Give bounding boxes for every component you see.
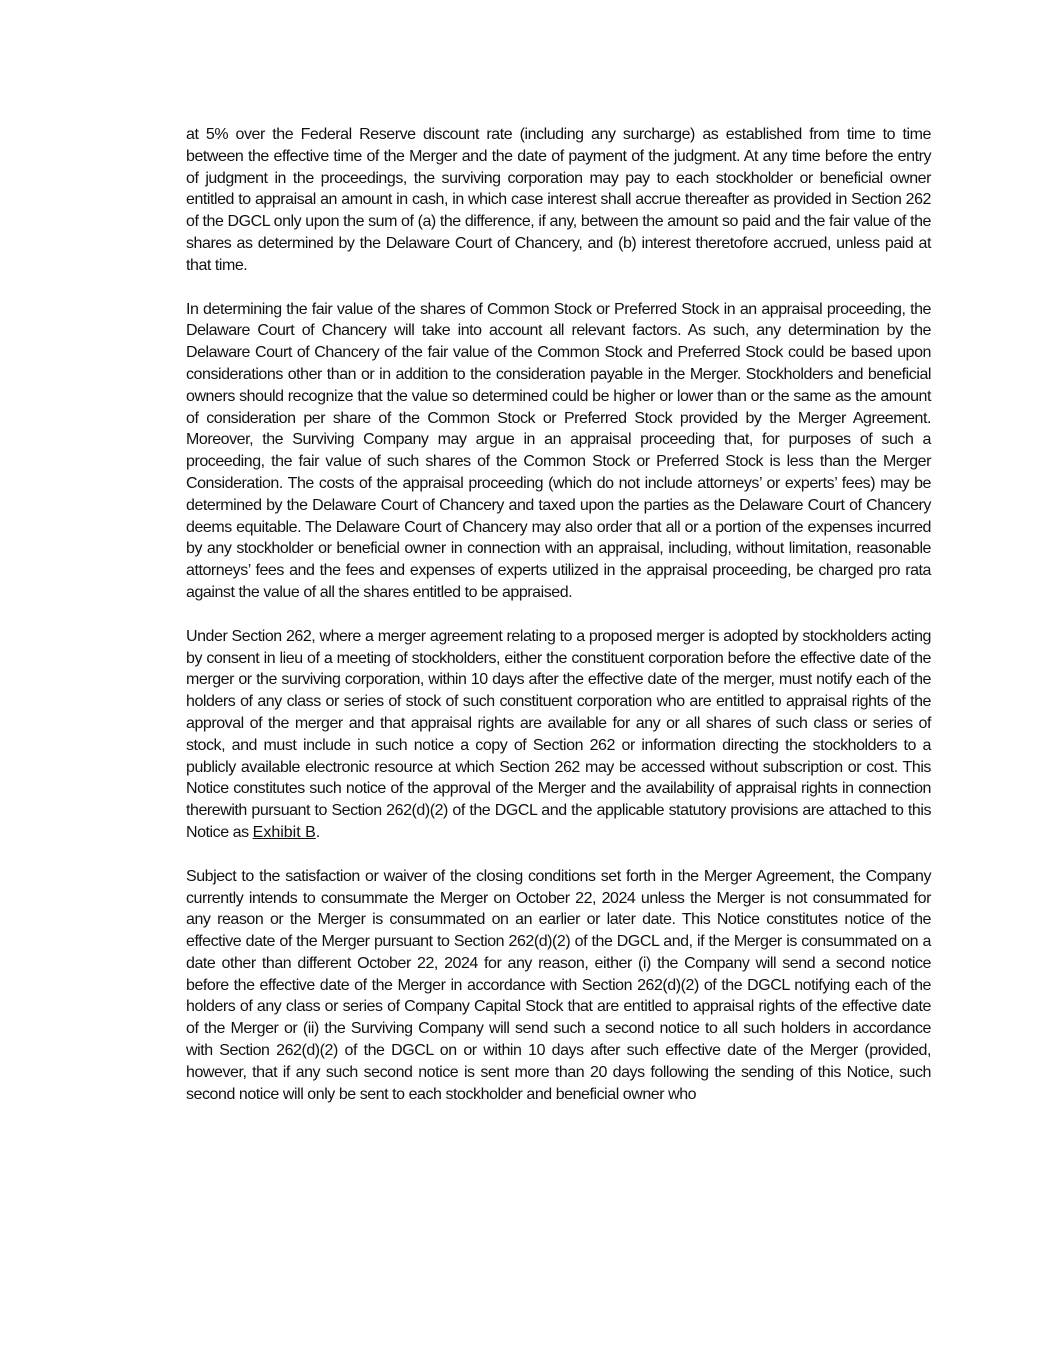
paragraph-section-262-notice [186, 626, 931, 844]
document-body [186, 124, 931, 1105]
paragraph-interest-continuation: at 5% over the Federal Reserve discount rate (including any surcharge) as established from time to time between the effective time of the Merger and the date of payment of the judgment. At any time before the entry of judgment in the proceedings, the surviving corporation may pay to each stockholder or beneficial owner entitled to appraisal an amount in cash, in which case interest shall accrue thereafter as provided in Section 262 of the DGCL only upon the sum of (a) the difference, if any, between the amount so paid and the fair value of the shares as determined by the Delaware Court of Chancery, and (b) interest theretofore accrued, unless paid at that time. [186, 126, 931, 274]
paragraph-section-262-end: . [315, 823, 320, 841]
exhibit-b-link[interactable]: Exhibit B [252, 823, 316, 841]
paragraph-fair-value-determination: In determining the fair value of the shares of Common Stock or Preferred Stock in an appraisal proceeding, the Delaware Court of Chancery will take into account all relevant factors. As such, any determination by the Delaware Court of Chancery of the fair value of the Common Stock and Preferred Stock could be based upon considerations other than or in addition to the consideration payable in the Merger. Stockholders and beneficial owners should recognize that the value so determined could be higher or lower than or the same as the amount of consideration per share of the Common Stock or Preferred Stock provided by the Merger Agreement. Moreover, the Surviving Company may argue in an appraisal proceeding that, for purposes of such a proceeding, the fair value of such shares of the Common Stock or Preferred Stock is less than the Merger Consideration. The costs of the appraisal proceeding (which do not include attorneys’ or experts’ fees) may be determined by the Delaware Court of Chancery and taxed upon the parties as the Delaware Court of Chancery deems equitable. The Delaware Court of Chancery may also order that all or a portion of the expenses incurred by any stockholder or beneficial owner in connection with an appraisal, including, without limitation, reasonable attorneys’ fees and the fees and expenses of experts utilized in the appraisal proceeding, be charged pro rata against the value of all the shares entitled to be appraised. [186, 300, 931, 601]
paragraph-section-262-text: Under Section 262, where a merger agreement relating to a proposed merger is adopted by stockholders acting by consent in lieu of a meeting of stockholders, either the constituent corporation before the effective date of the merger or the surviving corporation, within 10 days after the effective date of the merger, must notify each of the holders of any class or series of stock of such constituent corporation who are entitled to appraisal rights of the approval of the merger and that appraisal rights are available for any or all shares of such class or series of stock, and must include in such notice a copy of Section 262 or information directing the stockholders to a publicly available electronic resource at which Section 262 may be accessed without subscription or cost. This Notice constitutes such notice of the approval of the Merger and the availability of appraisal rights in connection therewith pursuant to Section 262(d)(2) of the DGCL and the applicable statutory provisions are attached to this Notice as [186, 627, 931, 841]
paragraph-merger-effective-date: Subject to the satisfaction or waiver of the closing conditions set forth in the Merger Agreement, the Company currently intends to consummate the Merger on October 22, 2024 unless the Merger is not consummated for any reason or the Merger is consummated on an earlier or later date. This Notice constitutes notice of the effective date of the Merger pursuant to Section 262(d)(2) of the DGCL and, if the Merger is consummated on a date other than different October 22, 2024 for any reason, either (i) the Company will send a second notice before the effective date of the Merger in accordance with Section 262(d)(2) of the DGCL notifying each of the holders of any class or series of Company Capital Stock that are entitled to appraisal rights of the effective date of the Merger or (ii) the Surviving Company will send such a second notice to all such holders in accordance with Section 262(d)(2) of the DGCL on or within 10 days after such effective date of the Merger (provided, however, that if any such second notice is sent more than 20 days following the sending of this Notice, such second notice will only be sent to each stockholder and beneficial owner who [186, 867, 931, 1103]
